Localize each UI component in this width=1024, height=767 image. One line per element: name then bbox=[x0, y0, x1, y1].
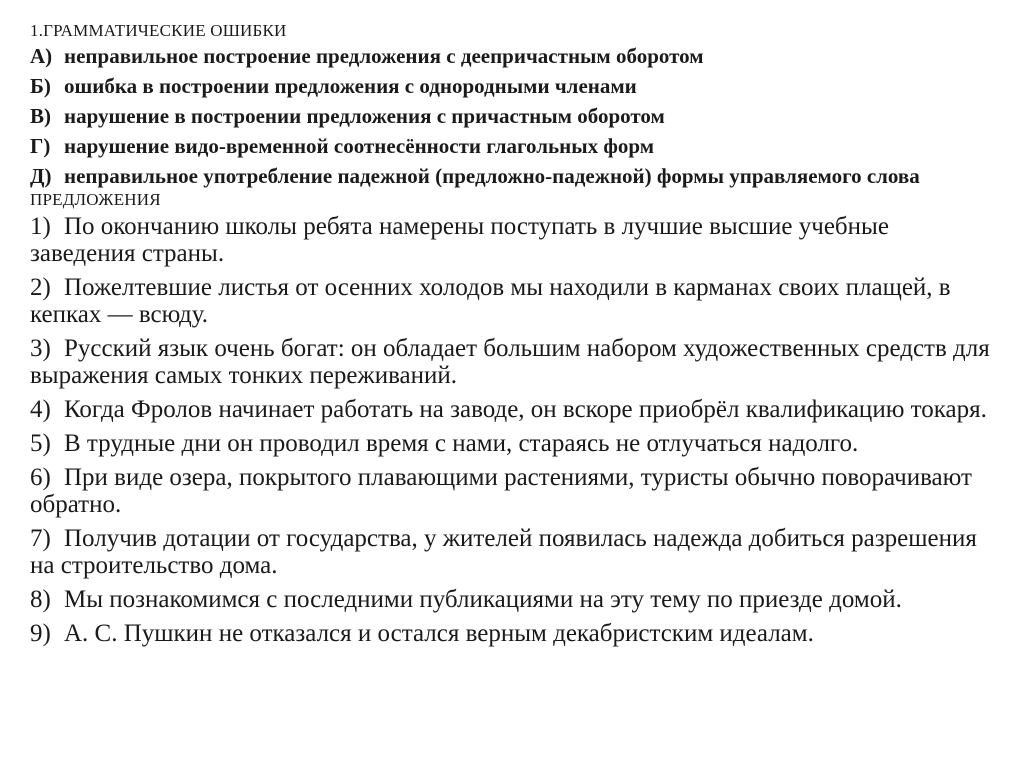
sentence-number: 7) bbox=[30, 525, 51, 552]
error-letter: А) bbox=[30, 44, 53, 68]
error-text: ошибка в построении предложения с однородными членами bbox=[64, 74, 637, 98]
error-text: нарушение видо-временной соотнесённости глагольных форм bbox=[64, 134, 655, 158]
sentence-text: Пожелтевшие листья от осенних холодов мы находили в карманах своих плащей, в кепках — всюду. bbox=[30, 274, 951, 328]
error-letter: Б) bbox=[30, 74, 51, 98]
sentence-item-2 bbox=[30, 274, 1000, 328]
error-item-v bbox=[30, 106, 1000, 127]
errors-section-title: 1.ГРАММАТИЧЕСКИЕ ОШИБКИ bbox=[30, 21, 287, 40]
sentence-number: 6) bbox=[30, 464, 51, 491]
sentence-text: По окончанию школы ребята намерены поступать в лучшие высшие учебные заведения страны. bbox=[30, 213, 889, 267]
sentence-item-7 bbox=[30, 525, 1000, 579]
sentence-text: Русский язык очень богат: он обладает большим набором художественных средств для выражения самых тонких переживаний. bbox=[30, 335, 990, 389]
error-text: нарушение в построении предложения с причастным оборотом bbox=[64, 104, 665, 128]
sentence-number: 4) bbox=[30, 396, 51, 423]
error-letter: В) bbox=[30, 104, 51, 128]
error-letter: Д) bbox=[30, 164, 52, 188]
sentence-text: А. С. Пушкин не отказался и остался верным декабристским идеалам. bbox=[64, 620, 814, 647]
error-item-b bbox=[30, 76, 1000, 97]
error-text: неправильное построение предложения с деепричастным оборотом bbox=[64, 44, 704, 68]
error-text: неправильное употребление падежной (предложно-падежной) формы управляемого слова bbox=[64, 164, 920, 188]
sentence-number: 1) bbox=[30, 213, 51, 240]
sentences-list bbox=[30, 213, 1000, 647]
sentence-number: 5) bbox=[30, 430, 51, 457]
sentence-item-3 bbox=[30, 335, 1000, 389]
error-item-d bbox=[30, 166, 1000, 187]
sentence-item-9 bbox=[30, 620, 1000, 647]
error-letter: Г) bbox=[30, 134, 51, 158]
sentence-number: 9) bbox=[30, 620, 51, 647]
sentence-number: 2) bbox=[30, 274, 51, 301]
errors-list bbox=[30, 46, 1000, 187]
sentence-item-4 bbox=[30, 396, 1000, 423]
sentence-text: Получив дотации от государства, у жителей появилась надежда добиться разрешения на строительство дома. bbox=[30, 525, 977, 579]
sentences-section-title: ПРЕДЛОЖЕНИЯ bbox=[30, 190, 161, 209]
sentence-text: Мы познакомимся с последними публикациями на эту тему по приезде домой. bbox=[64, 586, 902, 613]
sentence-item-6 bbox=[30, 464, 1000, 518]
error-item-g bbox=[30, 136, 1000, 157]
sentence-item-5 bbox=[30, 430, 1000, 457]
sentence-item-8 bbox=[30, 586, 1000, 613]
sentence-text: В трудные дни он проводил время с нами, стараясь не отлучаться надолго. bbox=[64, 430, 859, 457]
sentence-number: 8) bbox=[30, 586, 51, 613]
sentence-number: 3) bbox=[30, 335, 51, 362]
error-item-a bbox=[30, 46, 1000, 67]
sentence-text: Когда Фролов начинает работать на заводе, он вскоре приобрёл квалификацию токаря. bbox=[64, 396, 987, 423]
sentence-text: При виде озера, покрытого плавающими растениями, туристы обычно поворачивают обратно. bbox=[30, 464, 972, 518]
sentence-item-1 bbox=[30, 213, 1000, 267]
document-page bbox=[30, 20, 1000, 654]
